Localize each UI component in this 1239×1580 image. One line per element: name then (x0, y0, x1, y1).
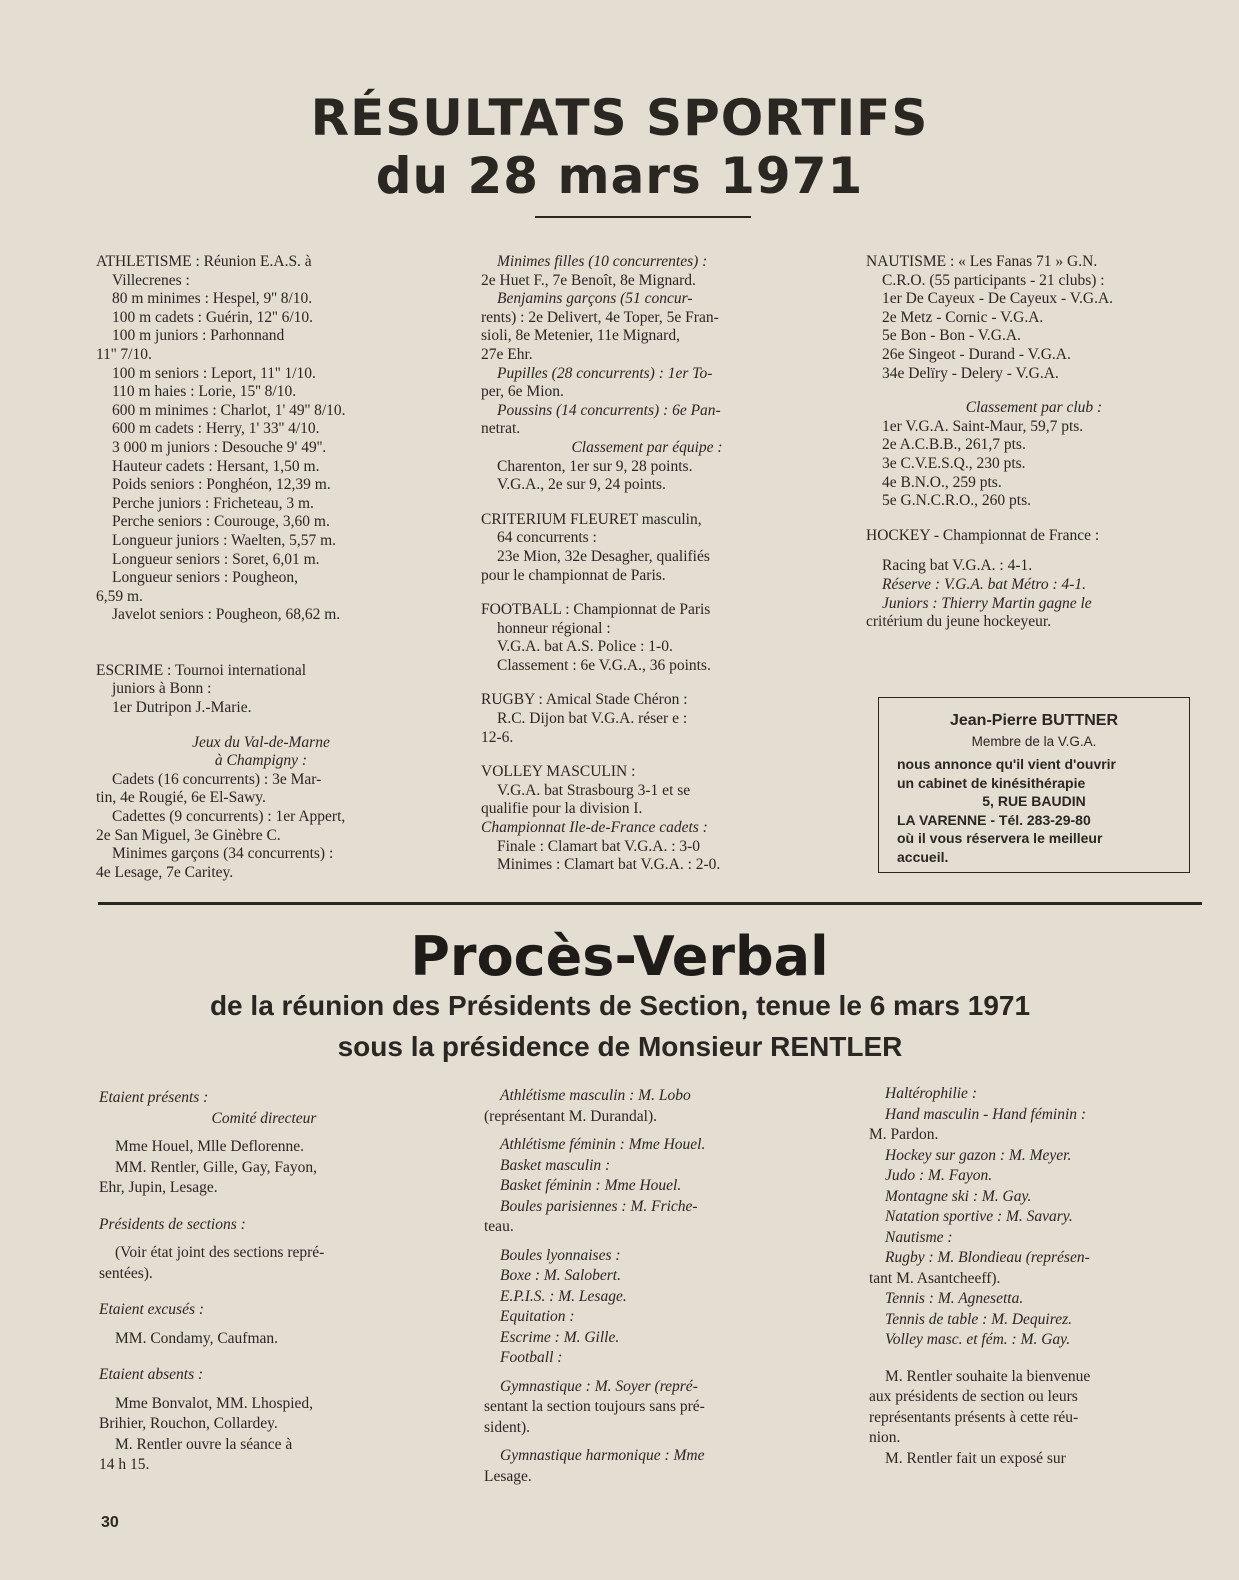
text-line: Juniors : Thierry Martin gagne le (882, 594, 1092, 612)
text-line: 1er Dutripon J.-Marie. (112, 699, 252, 717)
text-line: Charenton, 1er sur 9, 28 points. (497, 457, 693, 475)
text-line: 5e G.N.C.R.O., 260 pts. (882, 492, 1031, 510)
text-line: Longueur seniors : Soret, 6,01 m. (112, 550, 320, 568)
pv-column-3 (869, 1084, 1201, 1469)
advertisement-box (878, 697, 1190, 873)
text-line: teau. (484, 1218, 514, 1235)
text-line: E.P.I.S. : M. Lesage. (500, 1287, 627, 1305)
text-line: Javelot seniors : Pougheon, 68,62 m. (112, 606, 341, 624)
text-line: tin, 4e Rougié, 6e El-Sawy. (96, 789, 266, 807)
text-line: Montagne ski : M. Gay. (885, 1187, 1032, 1205)
text-line: Mme Houel, Mlle Deflorenne. (115, 1138, 304, 1155)
text-line: Championnat Ile-de-France cadets : (481, 819, 708, 837)
football-heading: FOOTBALL : Championnat de Paris (481, 601, 711, 619)
text-line: Etaient excusés : (99, 1301, 205, 1318)
text-line: Athlétisme féminin : Mme Houel. (500, 1136, 706, 1153)
text-line: M. Rentler souhaite la bienvenue (885, 1367, 1091, 1385)
text-line: Etaient absents : (99, 1366, 204, 1383)
text-line: Haltérophilie : (885, 1085, 977, 1102)
page-subtitle-date: du 28 mars 1971 (375, 147, 864, 205)
text-line: Tennis de table : M. Dequirez. (885, 1310, 1072, 1328)
text-line: Cadettes (9 concurrents) : 1er Appert, (112, 808, 346, 826)
volley-heading: VOLLEY MASCULIN : (481, 763, 636, 781)
text-line: Perche juniors : Fricheteau, 3 m. (112, 494, 314, 512)
text-line: 80 m minimes : Hespel, 9'' 8/10. (112, 290, 313, 308)
title-divider (535, 216, 751, 218)
text-line: Présidents de sections : (99, 1215, 246, 1233)
text-line: Etaient présents : (99, 1089, 209, 1106)
proces-verbal-subtitle-1: de la réunion des Présidents de Section, tenue le 6 mars 1971 (209, 990, 1031, 1021)
text-line: (représentant M. Durandal). (484, 1107, 658, 1125)
text-line: Hand masculin - Hand féminin : (885, 1105, 1087, 1123)
pv-column-2 (484, 1086, 814, 1487)
results-column-3 (866, 253, 1202, 632)
text-line: V.G.A. bat Strasbourg 3-1 et se (497, 781, 691, 799)
text-line: 14 h 15. (99, 1456, 150, 1473)
text-line: Benjamins garçons (51 concur- (497, 290, 693, 308)
ad-address: 5, RUE BAUDIN (982, 793, 1086, 809)
proces-verbal-title: Procès-Verbal (410, 925, 829, 988)
text-line: Classement par équipe : (571, 438, 723, 456)
text-line: Minimes : Clamart bat V.G.A. : 2-0. (497, 856, 721, 874)
ad-phone: LA VARENNE - Tél. 283-29-80 (897, 811, 1091, 828)
ad-line: accueil. (897, 848, 949, 865)
text-line: sentant la section toujours sans pré- (484, 1398, 705, 1415)
text-line: per, 6e Mion. (481, 383, 564, 401)
results-column-2 (481, 253, 813, 875)
text-line: Minimes filles (10 concurrentes) : (497, 253, 708, 270)
text-line: honneur régional : (497, 619, 611, 637)
text-line: Poussins (14 concurrents) : 6e Pan- (497, 401, 721, 419)
text-line: sioli, 8e Metenier, 11e Mignard, (481, 327, 680, 345)
text-line: 100 m juniors : Parhonnand (112, 327, 285, 345)
text-line: qualifie pour la division I. (481, 800, 643, 818)
text-line: Longueur seniors : Pougheon, (112, 569, 298, 587)
rugby-heading: RUGBY : Amical Stade Chéron : (481, 691, 688, 709)
text-line: MM. Rentler, Gille, Gay, Fayon, (115, 1158, 317, 1176)
text-line: Brihier, Rouchon, Collardey. (99, 1415, 278, 1432)
text-line: 23e Mion, 32e Desagher, qualifiés (497, 547, 710, 565)
athletisme-heading: ATHLETISME : Réunion E.A.S. à (96, 253, 312, 270)
page-title: RÉSULTATS SPORTIFS (310, 89, 929, 147)
text-line: Boules parisiennes : M. Friche- (500, 1197, 698, 1215)
text-line: rents) : 2e Delivert, 4e Toper, 5e Fran- (481, 308, 719, 326)
text-line: Hockey sur gazon : M. Meyer. (885, 1146, 1072, 1164)
text-line: Classement : 6e V.G.A., 36 points. (497, 656, 711, 674)
text-line: 1er De Cayeux - De Cayeux - V.G.A. (882, 290, 1114, 308)
text-line: 2e Metz - Cornic - V.G.A. (882, 308, 1044, 326)
text-line: Pupilles (28 concurrents) : 1er To- (497, 364, 713, 382)
text-line: netrat. (481, 420, 521, 438)
text-line: 3 000 m juniors : Desouche 9' 49''. (112, 438, 327, 456)
text-line: Equitation : (500, 1308, 575, 1325)
text-line: 100 m cadets : Guérin, 12'' 6/10. (112, 308, 314, 326)
text-line: pour le championnat de Paris. (481, 566, 666, 584)
text-line: Rugby : M. Blondieau (représen- (885, 1249, 1090, 1266)
text-line: Cadets (16 concurrents) : 3e Mar- (112, 770, 322, 788)
text-line: Judo : M. Fayon. (885, 1167, 993, 1184)
text-line: V.G.A., 2e sur 9, 24 points. (497, 476, 666, 494)
text-line: Escrime : M. Gille. (500, 1328, 620, 1346)
text-line: (Voir état joint des sections repré- (115, 1244, 325, 1261)
text-line: Gymnastique harmonique : Mme (500, 1447, 705, 1464)
text-line: Ehr, Jupin, Lesage. (99, 1179, 218, 1196)
text-line: critérium du jeune hockeyeur. (866, 613, 1052, 631)
text-line: Gymnastique : M. Soyer (repré- (500, 1377, 698, 1395)
text-line: Football : (500, 1349, 563, 1366)
text-line: Boxe : M. Salobert. (500, 1267, 621, 1284)
text-line: 27e Ehr. (481, 345, 533, 363)
ad-line: nous annonce qu'il vient d'ouvrir (897, 756, 1117, 772)
text-line: 1er V.G.A. Saint-Maur, 59,7 pts. (882, 417, 1084, 435)
text-line: représentants présents à cette réu- (869, 1408, 1079, 1426)
escrime-heading: ESCRIME : Tournoi international (96, 661, 307, 679)
text-line: 34e Delïry - Delery - V.G.A. (882, 364, 1059, 382)
text-line: Poids seniors : Ponghéon, 12,39 m. (112, 476, 331, 494)
text-line: 3e C.V.E.S.Q., 230 pts. (882, 454, 1026, 472)
text-line: 6,59 m. (96, 587, 143, 605)
text-line: Jeux du Val-de-Marne (192, 733, 330, 751)
text-line: R.C. Dijon bat V.G.A. réser e : (497, 710, 688, 728)
text-line: Volley masc. et fém. : M. Gay. (885, 1331, 1071, 1348)
text-line: Athlétisme masculin : M. Lobo (500, 1087, 691, 1104)
criterium-heading: CRITERIUM FLEURET masculin, (481, 510, 702, 528)
text-line: M. Rentler ouvre la séance à (115, 1435, 293, 1453)
text-line: Basket féminin : Mme Houel. (500, 1177, 682, 1194)
text-line: Hauteur cadets : Hersant, 1,50 m. (112, 457, 320, 475)
text-line: Classement par club : (965, 399, 1103, 417)
text-line: Comité directeur (211, 1109, 317, 1127)
text-line: M. Rentler fait un exposé sur (885, 1449, 1066, 1467)
text-line: 600 m cadets : Herry, 1' 33'' 4/10. (112, 420, 320, 438)
text-line: Longueur juniors : Waelten, 5,57 m. (112, 531, 337, 549)
text-line: sident). (484, 1418, 531, 1436)
text-line: nion. (869, 1429, 901, 1446)
ad-line: où il vous réservera le meilleur (897, 830, 1103, 846)
text-line: 2e Huet F., 7e Benoît, 8e Mignard. (481, 271, 696, 289)
text-line: aux présidents de section ou leurs (869, 1388, 1078, 1405)
text-line: Natation sportive : M. Savary. (885, 1208, 1073, 1225)
text-line: Racing bat V.G.A. : 4-1. (882, 557, 1033, 575)
text-line: C.R.O. (55 participants - 21 clubs) : (882, 271, 1105, 289)
text-line: Lesage. (484, 1467, 532, 1485)
proces-verbal-subtitle-2: sous la présidence de Monsieur RENTLER (337, 1031, 903, 1062)
text-line: 12-6. (481, 728, 514, 746)
text-line: Finale : Clamart bat V.G.A. : 3-0 (497, 837, 701, 855)
text-line: 4e B.N.O., 259 pts. (882, 473, 1002, 491)
text-line: Nautisme : (885, 1228, 953, 1246)
text-line: Basket masculin : (500, 1156, 611, 1174)
text-line: sentées). (99, 1264, 153, 1282)
text-line: 600 m minimes : Charlot, 1' 49'' 8/10. (112, 401, 346, 419)
text-line: V.G.A. bat A.S. Police : 1-0. (497, 638, 673, 656)
text-line: juniors à Bonn : (112, 680, 212, 698)
text-line: Villecrenes : (112, 271, 190, 289)
text-line: 4e Lesage, 7e Caritey. (96, 863, 234, 881)
text-line: Perche seniors : Courouge, 3,60 m. (112, 513, 330, 531)
text-line: MM. Condamy, Caufman. (115, 1329, 279, 1347)
text-line: à Champigny : (214, 752, 308, 770)
text-line: 2e San Miguel, 3e Ginèbre C. (96, 826, 281, 844)
nautisme-heading: NAUTISME : « Les Fanas 71 » G.N. (866, 253, 1098, 270)
text-line: 11'' 7/10. (96, 345, 152, 363)
text-line: 64 concurrents : (497, 529, 597, 547)
text-line: Réserve : V.G.A. bat Métro : 4-1. (882, 575, 1087, 593)
hockey-heading: HOCKEY - Championnat de France : (866, 526, 1100, 544)
text-line: Tennis : M. Agnesetta. (885, 1290, 1024, 1307)
text-line: 110 m haies : Lorie, 15'' 8/10. (112, 383, 297, 401)
text-line: 5e Bon - Bon - V.G.A. (882, 327, 1021, 345)
text-line: Minimes garçons (34 concurrents) : (112, 845, 334, 863)
ad-subtitle: Membre de la V.G.A. (971, 733, 1097, 749)
ad-line: un cabinet de kinésithérapie (897, 774, 1086, 791)
ad-name: Jean-Pierre BUTTNER (949, 712, 1119, 729)
text-line: 2e A.C.B.B., 261,7 pts. (882, 436, 1026, 454)
text-line: M. Pardon. (869, 1126, 939, 1143)
text-line: Boules lyonnaises : (500, 1246, 621, 1264)
results-column-1 (96, 253, 426, 882)
section-divider (98, 902, 1202, 905)
pv-column-1 (99, 1088, 429, 1476)
text-line: 100 m seniors : Leport, 11'' 1/10. (112, 364, 316, 382)
text-line: 26e Singeot - Durand - V.G.A. (882, 345, 1071, 363)
text-line: tant M. Asantcheeff). (869, 1269, 1001, 1287)
page-number: 30 (101, 1514, 119, 1531)
text-line: Mme Bonvalot, MM. Lhospied, (115, 1394, 314, 1412)
